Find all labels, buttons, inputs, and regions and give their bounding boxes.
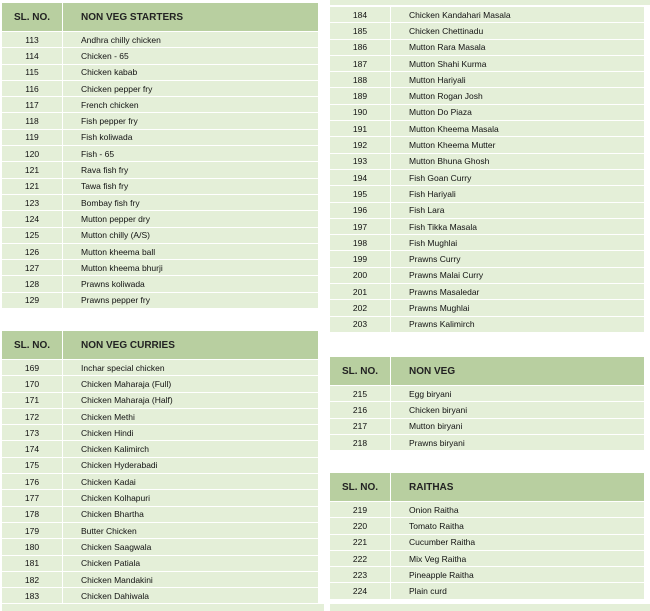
sl-no-cell: 189 xyxy=(330,88,391,104)
table-row xyxy=(2,227,318,243)
table-row xyxy=(2,441,318,457)
sl-no-cell: 173 xyxy=(2,425,63,441)
sl-no-cell: 194 xyxy=(330,169,391,185)
dish-name-cell: Prawns Kalimirch xyxy=(391,316,645,332)
sl-no-cell: 175 xyxy=(2,457,63,473)
dish-name-cell: French chicken xyxy=(63,97,319,113)
table-row xyxy=(330,534,644,550)
table-row xyxy=(2,113,318,129)
dish-name-cell: Chicken Kalimirch xyxy=(63,441,319,457)
curries-continued-table xyxy=(330,7,644,333)
table-row xyxy=(330,316,644,332)
dish-name-cell: Mix Veg Raitha xyxy=(391,550,645,566)
section-title: NON VEG xyxy=(391,357,645,386)
table-row xyxy=(330,137,644,153)
sl-no-cell: 184 xyxy=(330,7,391,23)
sl-no-cell: 201 xyxy=(330,284,391,300)
sl-no-cell: 186 xyxy=(330,39,391,55)
dish-name-cell: Mutton pepper dry xyxy=(63,211,319,227)
table-row xyxy=(330,434,644,450)
bottom-strip-left xyxy=(2,604,324,611)
table-row xyxy=(2,146,318,162)
sl-no-cell: 223 xyxy=(330,567,391,583)
sl-no-cell: 117 xyxy=(2,97,63,113)
table-row xyxy=(2,178,318,194)
curries-table xyxy=(2,331,318,604)
sl-no-cell: 185 xyxy=(330,23,391,39)
dish-name-cell: Mutton kheema ball xyxy=(63,243,319,259)
table-row xyxy=(330,7,644,23)
dish-name-cell: Rava fish fry xyxy=(63,162,319,178)
sl-no-cell: 121 xyxy=(2,162,63,178)
dish-name-cell: Tawa fish fry xyxy=(63,178,319,194)
sl-no-cell: 219 xyxy=(330,502,391,518)
table-row xyxy=(2,292,318,308)
dish-name-cell: Butter Chicken xyxy=(63,522,319,538)
dish-name-cell: Andhra chilly chicken xyxy=(63,32,319,48)
table-row xyxy=(2,376,318,392)
table-row xyxy=(2,162,318,178)
sl-no-cell: 191 xyxy=(330,121,391,137)
table-row xyxy=(2,571,318,587)
sl-no-cell: 188 xyxy=(330,72,391,88)
table-row xyxy=(330,251,644,267)
dish-name-cell: Plain curd xyxy=(391,583,645,599)
table-row xyxy=(2,48,318,64)
dish-name-cell: Chicken Kadai xyxy=(63,474,319,490)
dish-name-cell: Chicken Saagwala xyxy=(63,539,319,555)
dish-name-cell: Chicken Maharaja (Half) xyxy=(63,392,319,408)
sl-no-cell: 123 xyxy=(2,194,63,210)
dish-name-cell: Fish Hariyali xyxy=(391,186,645,202)
table-row xyxy=(330,300,644,316)
raithas-table xyxy=(330,473,644,600)
dish-name-cell: Chicken - 65 xyxy=(63,48,319,64)
starters-table xyxy=(2,3,318,309)
table-row xyxy=(330,88,644,104)
sl-no-cell: 169 xyxy=(2,360,63,376)
sl-no-header: SL. NO. xyxy=(2,3,63,32)
table-row xyxy=(330,218,644,234)
dish-name-cell: Chicken Dahiwala xyxy=(63,588,319,604)
sl-no-cell: 170 xyxy=(2,376,63,392)
sl-no-cell: 172 xyxy=(2,408,63,424)
dish-name-cell: Chicken Hyderabadi xyxy=(63,457,319,473)
dish-name-cell: Mutton biryani xyxy=(391,418,645,434)
sl-no-cell: 180 xyxy=(2,539,63,555)
table-row xyxy=(330,550,644,566)
table-row xyxy=(330,104,644,120)
table-row xyxy=(2,211,318,227)
dish-name-cell: Mutton Kheema Mutter xyxy=(391,137,645,153)
table-row xyxy=(2,506,318,522)
table-row xyxy=(2,490,318,506)
sl-no-cell: 121 xyxy=(2,178,63,194)
sl-no-header: SL. NO. xyxy=(2,331,63,360)
sl-no-cell: 222 xyxy=(330,550,391,566)
dish-name-cell: Prawns Mughlai xyxy=(391,300,645,316)
sl-no-cell: 216 xyxy=(330,402,391,418)
sl-no-cell: 183 xyxy=(2,588,63,604)
section-title: NON VEG STARTERS xyxy=(63,3,319,32)
table-row xyxy=(330,186,644,202)
dish-name-cell: Mutton Kheema Masala xyxy=(391,121,645,137)
sl-no-header: SL. NO. xyxy=(330,357,391,386)
table-row xyxy=(330,202,644,218)
table-header xyxy=(330,357,644,386)
dish-name-cell: Chicken Chettinadu xyxy=(391,23,645,39)
dish-name-cell: Inchar special chicken xyxy=(63,360,319,376)
sl-no-cell: 199 xyxy=(330,251,391,267)
nonveg-table xyxy=(330,357,644,451)
dish-name-cell: Pineapple Raitha xyxy=(391,567,645,583)
sl-no-cell: 125 xyxy=(2,227,63,243)
table-row xyxy=(2,474,318,490)
table-row xyxy=(330,23,644,39)
dish-name-cell: Chicken Methi xyxy=(63,408,319,424)
table-row xyxy=(2,588,318,604)
sl-no-cell: 220 xyxy=(330,518,391,534)
sl-no-cell: 181 xyxy=(2,555,63,571)
sl-no-cell: 115 xyxy=(2,64,63,80)
sl-no-cell: 200 xyxy=(330,267,391,283)
sl-no-cell: 176 xyxy=(2,474,63,490)
table-row xyxy=(330,235,644,251)
table-row xyxy=(330,267,644,283)
table-row xyxy=(2,97,318,113)
dish-name-cell: Chicken kabab xyxy=(63,64,319,80)
table-row xyxy=(330,402,644,418)
table-row xyxy=(2,260,318,276)
dish-name-cell: Chicken Kandahari Masala xyxy=(391,7,645,23)
dish-name-cell: Chicken Bhartha xyxy=(63,506,319,522)
dish-name-cell: Bombay fish fry xyxy=(63,194,319,210)
sl-no-cell: 124 xyxy=(2,211,63,227)
table-row xyxy=(330,153,644,169)
sl-no-cell: 196 xyxy=(330,202,391,218)
dish-name-cell: Mutton Bhuna Ghosh xyxy=(391,153,645,169)
table-row xyxy=(330,386,644,402)
sl-no-cell: 126 xyxy=(2,243,63,259)
table-row xyxy=(2,243,318,259)
sl-no-cell: 203 xyxy=(330,316,391,332)
sl-no-cell: 128 xyxy=(2,276,63,292)
dish-name-cell: Mutton chilly (A/S) xyxy=(63,227,319,243)
table-row xyxy=(330,169,644,185)
sl-no-cell: 171 xyxy=(2,392,63,408)
sl-no-cell: 190 xyxy=(330,104,391,120)
dish-name-cell: Chicken biryani xyxy=(391,402,645,418)
table-row xyxy=(2,64,318,80)
bottom-strip-right xyxy=(330,604,650,611)
top-strip-right xyxy=(330,0,650,5)
table-row xyxy=(2,392,318,408)
table-row xyxy=(2,194,318,210)
table-row xyxy=(2,457,318,473)
sl-no-cell: 182 xyxy=(2,571,63,587)
table-header xyxy=(2,3,318,32)
table-row xyxy=(2,276,318,292)
sl-no-cell: 187 xyxy=(330,55,391,71)
sl-no-cell: 197 xyxy=(330,218,391,234)
dish-name-cell: Chicken Kolhapuri xyxy=(63,490,319,506)
sl-no-cell: 178 xyxy=(2,506,63,522)
dish-name-cell: Prawns Malai Curry xyxy=(391,267,645,283)
table-row xyxy=(330,121,644,137)
dish-name-cell: Prawns Curry xyxy=(391,251,645,267)
sl-no-cell: 119 xyxy=(2,129,63,145)
table-row xyxy=(330,284,644,300)
sl-no-cell: 215 xyxy=(330,386,391,402)
table-row xyxy=(2,408,318,424)
dish-name-cell: Mutton Do Piaza xyxy=(391,104,645,120)
sl-no-cell: 120 xyxy=(2,146,63,162)
dish-name-cell: Fish Lara xyxy=(391,202,645,218)
sl-no-cell: 224 xyxy=(330,583,391,599)
table-row xyxy=(2,539,318,555)
dish-name-cell: Fish Tikka Masala xyxy=(391,218,645,234)
dish-name-cell: Chicken Maharaja (Full) xyxy=(63,376,319,392)
sl-no-header: SL. NO. xyxy=(330,473,391,502)
sl-no-cell: 217 xyxy=(330,418,391,434)
sl-no-cell: 177 xyxy=(2,490,63,506)
dish-name-cell: Fish koliwada xyxy=(63,129,319,145)
table-row xyxy=(330,418,644,434)
dish-name-cell: Chicken Patiala xyxy=(63,555,319,571)
dish-name-cell: Mutton Rara Masala xyxy=(391,39,645,55)
dish-name-cell: Fish - 65 xyxy=(63,146,319,162)
dish-name-cell: Mutton Shahi Kurma xyxy=(391,55,645,71)
sl-no-cell: 116 xyxy=(2,80,63,96)
sl-no-cell: 202 xyxy=(330,300,391,316)
dish-name-cell: Chicken Hindi xyxy=(63,425,319,441)
dish-name-cell: Prawns Masaledar xyxy=(391,284,645,300)
table-row xyxy=(330,55,644,71)
sl-no-cell: 198 xyxy=(330,235,391,251)
dish-name-cell: Egg biryani xyxy=(391,386,645,402)
table-row xyxy=(2,32,318,48)
section-title: NON VEG CURRIES xyxy=(63,331,319,360)
table-row xyxy=(330,502,644,518)
dish-name-cell: Fish Goan Curry xyxy=(391,169,645,185)
table-row xyxy=(2,425,318,441)
sl-no-cell: 114 xyxy=(2,48,63,64)
sl-no-cell: 218 xyxy=(330,434,391,450)
table-row xyxy=(330,583,644,599)
dish-name-cell: Mutton kheema bhurji xyxy=(63,260,319,276)
dish-name-cell: Fish pepper fry xyxy=(63,113,319,129)
sl-no-cell: 174 xyxy=(2,441,63,457)
table-row xyxy=(2,555,318,571)
dish-name-cell: Prawns koliwada xyxy=(63,276,319,292)
table-row xyxy=(2,360,318,376)
dish-name-cell: Prawns pepper fry xyxy=(63,292,319,308)
dish-name-cell: Tomato Raitha xyxy=(391,518,645,534)
table-row xyxy=(330,39,644,55)
sl-no-cell: 113 xyxy=(2,32,63,48)
sl-no-cell: 192 xyxy=(330,137,391,153)
dish-name-cell: Onion Raitha xyxy=(391,502,645,518)
dish-name-cell: Prawns biryani xyxy=(391,434,645,450)
sl-no-cell: 193 xyxy=(330,153,391,169)
table-row xyxy=(330,518,644,534)
table-row xyxy=(2,522,318,538)
dish-name-cell: Mutton Rogan Josh xyxy=(391,88,645,104)
section-title: RAITHAS xyxy=(391,473,645,502)
table-header xyxy=(2,331,318,360)
table-row xyxy=(2,80,318,96)
dish-name-cell: Chicken pepper fry xyxy=(63,80,319,96)
table-row xyxy=(330,72,644,88)
dish-name-cell: Fish Mughlai xyxy=(391,235,645,251)
sl-no-cell: 129 xyxy=(2,292,63,308)
table-row xyxy=(330,567,644,583)
dish-name-cell: Cucumber Raitha xyxy=(391,534,645,550)
table-header xyxy=(330,473,644,502)
sl-no-cell: 221 xyxy=(330,534,391,550)
dish-name-cell: Chicken Mandakini xyxy=(63,571,319,587)
table-row xyxy=(2,129,318,145)
sl-no-cell: 127 xyxy=(2,260,63,276)
dish-name-cell: Mutton Hariyali xyxy=(391,72,645,88)
sl-no-cell: 118 xyxy=(2,113,63,129)
sl-no-cell: 179 xyxy=(2,522,63,538)
sl-no-cell: 195 xyxy=(330,186,391,202)
